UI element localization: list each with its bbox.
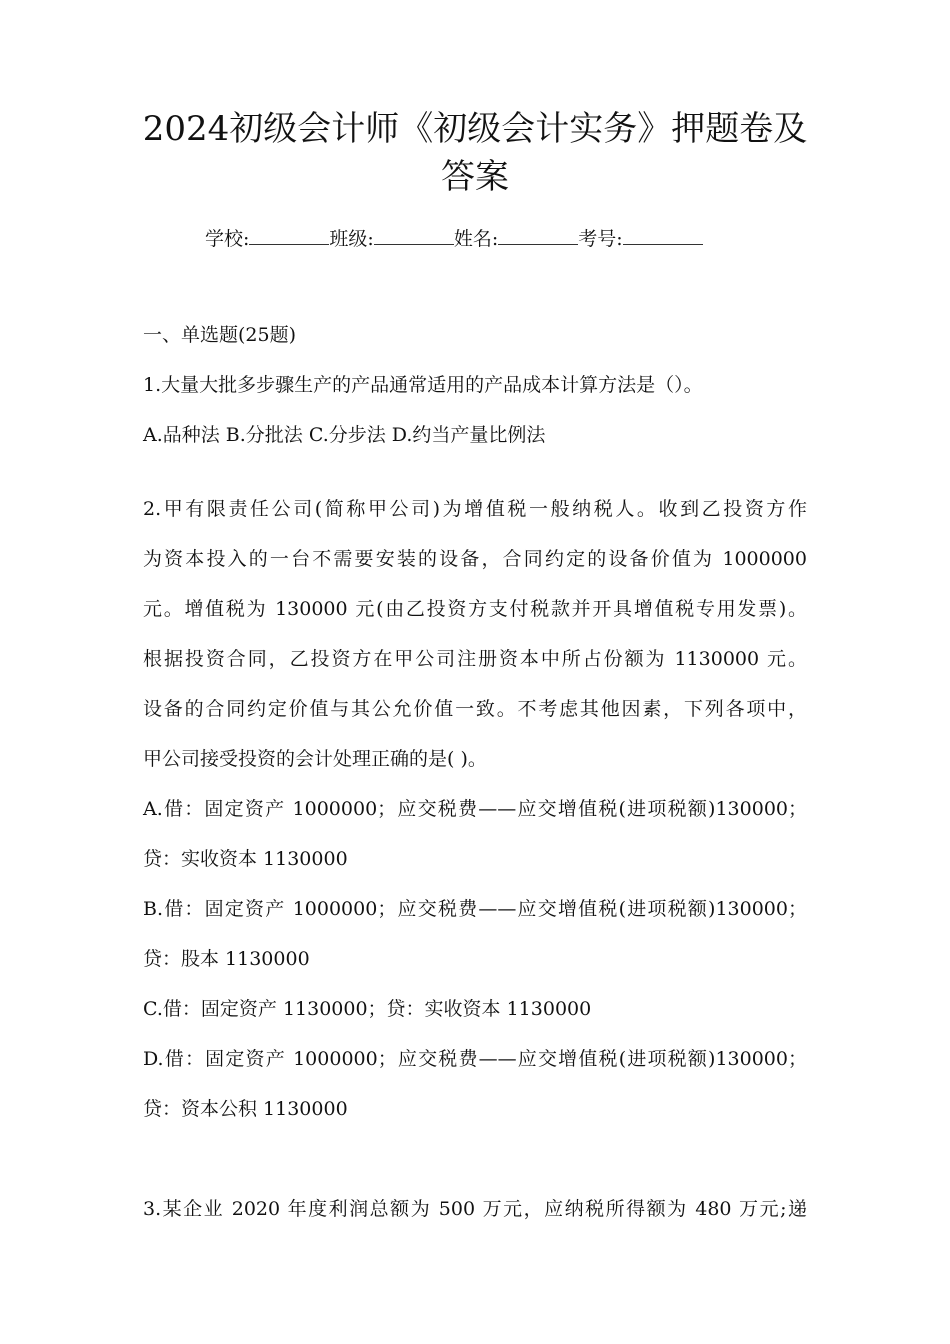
question-1-options: A.品种法 B.分批法 C.分步法 D.约当产量比例法 [143, 424, 546, 446]
section-heading: 一、单选题(25题) [143, 324, 297, 346]
school-blank [249, 222, 329, 245]
question-2-stem-line-2: 为资本投入的一台不需要安装的设备，合同约定的设备价值为 1000000 [143, 548, 807, 570]
question-2-option-c: C.借：固定资产 1130000；贷：实收资本 1130000 [143, 998, 592, 1020]
document-title-line-2: 答案 [441, 157, 509, 197]
document-title-line-1: 2024初级会计师《初级会计实务》押题卷及 [142, 109, 808, 149]
question-3-stem-line-1: 3.某企业 2020 年度利润总额为 500 万元，应纳税所得额为 480 万元;递 [143, 1198, 807, 1220]
question-2-stem-line-4: 根据投资合同，乙投资方在甲公司注册资本中所占份额为 1130000 元。 [143, 648, 807, 670]
question-2-stem-line-1: 2.甲有限责任公司(简称甲公司)为增值税一般纳税人。收到乙投资方作 [143, 498, 807, 520]
exam-number-blank [623, 222, 703, 245]
question-2-option-b-line-2: 贷：股本 1130000 [143, 948, 310, 970]
exam-number-field [578, 222, 702, 254]
student-info-row [205, 222, 703, 254]
school-field [205, 222, 329, 254]
question-2-option-d-line-1: D.借：固定资产 1000000；应交税费——应交增值税(进项税额)130000； [143, 1048, 807, 1070]
school-label: 学校: [205, 228, 250, 250]
question-1-stem: 1.大量大批多步骤生产的产品通常适用的产品成本计算方法是（）。 [143, 374, 703, 396]
class-label: 班级: [329, 228, 374, 250]
question-2-stem-line-6: 甲公司接受投资的会计处理正确的是( )。 [143, 748, 487, 770]
exam-number-label: 考号: [578, 228, 623, 250]
class-blank [374, 222, 454, 245]
question-2-option-a-line-1: A.借：固定资产 1000000；应交税费——应交增值税(进项税额)130000； [143, 798, 807, 820]
name-label: 姓名: [453, 228, 499, 250]
name-blank [498, 222, 578, 245]
question-2-stem-line-3: 元。增值税为 130000 元(由乙投资方支付税款并开具增值税专用发票)。 [143, 598, 807, 620]
question-2-option-a-line-2: 贷：实收资本 1130000 [143, 848, 348, 870]
question-2-option-d-line-2: 贷：资本公积 1130000 [143, 1098, 348, 1120]
question-2-stem-line-5: 设备的合同约定价值与其公允价值一致。不考虑其他因素，下列各项中， [143, 698, 807, 720]
question-2-option-b-line-1: B.借：固定资产 1000000；应交税费——应交增值税(进项税额)130000； [143, 898, 807, 920]
class-field [329, 222, 453, 254]
name-field [454, 222, 578, 254]
